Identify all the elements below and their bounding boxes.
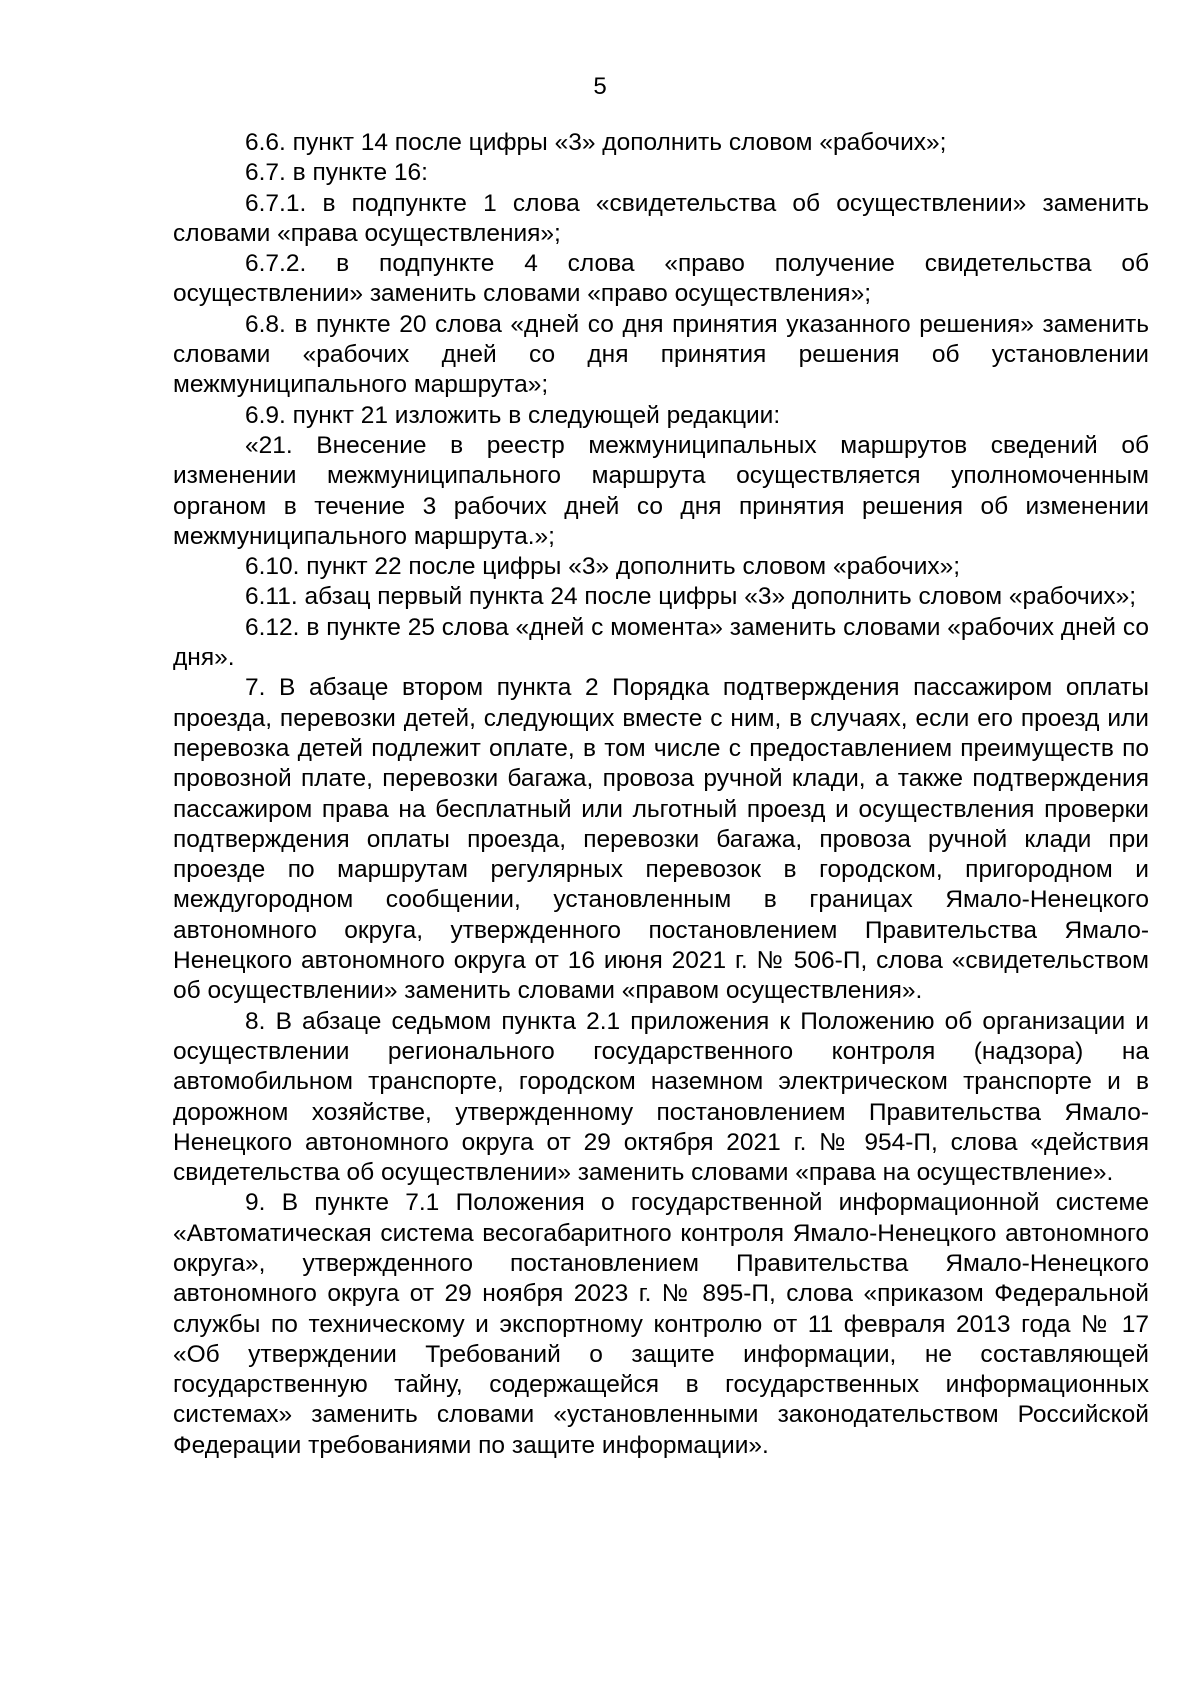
document-body — [173, 128, 1149, 1461]
paragraph-6-11: 6.11. абзац первый пункта 24 после цифры «3» дополнить словом «рабочих»; — [245, 583, 1137, 611]
paragraph-6-6: 6.6. пункт 14 после цифры «3» дополнить словом «рабочих»; — [245, 129, 947, 156]
paragraph-6-10: 6.10. пункт 22 после цифры «3» дополнить словом «рабочих»; — [245, 553, 961, 581]
paragraph-6-12: 6.12. в пункте 25 слова «дней с момента» заменить словами «рабочих дней со дня». — [173, 613, 1149, 672]
paragraph-6-9: 6.9. пункт 21 изложить в следующей редакции: — [245, 401, 781, 429]
paragraph-7: 7. В абзаце втором пункта 2 Порядка подтверждения пассажиром оплаты проезда, перевозки детей, следующих вместе с ним, в случаях, если его проезд или перевозка детей подлежит оплате, в том числе с предоставлением преимуществ по провозной плате, перевозки багажа, провоза ручной клади, а также подтверждения пассажиром права на бесплатный или льготный проезд и осуществления проверки подтверждения оплаты проезда, перевозки багажа, провоза ручной клади при проезде по маршрутам регулярных перевозок в городском, пригородном и междугородном сообщении, установленным в границах Ямало-Ненецкого автономного округа, утвержденного постановлением Правительства Ямало-Ненецкого автономного округа от 16 июня 2021 г. № 506-П, слова «свидетельством об осуществлении» заменить словами «правом осуществления». — [173, 674, 1149, 1005]
paragraph-6-7-1: 6.7.1. в подпункте 1 слова «свидетельства об осуществлении» заменить словами «права осуществления»; — [173, 189, 1149, 247]
paragraph-6-8: 6.8. в пункте 20 слова «дней со дня принятия указанного решения» заменить словами «рабочих дней со дня принятия решения об установлении межмуниципального маршрута»; — [173, 310, 1149, 399]
paragraph-9: 9. В пункте 7.1 Положения о государственной информационной системе «Автоматическая система весогабаритного контроля Ямало-Ненецкого автономного округа», утвержденного постановлением Правительства Ямало-Ненецкого автономного округа от 29 ноября 2023 г. № 895-П, слова «приказом Федеральной службы по техническому и экспортному контролю от 11 февраля 2013 года № 17 «Об утверждении Требований о защите информации, не составляющей государственную тайну, содержащейся в государственных информационных системах» заменить словами «установленными законодательством Российской Федерации требованиями по защите информации». — [173, 1189, 1149, 1459]
paragraph-quote-21: «21. Внесение в реестр межмуниципальных маршрутов сведений об изменении межмуниципального маршрута осуществляется уполномоченным органом в течение 3 рабочих дней со дня принятия решения об изменении межмуниципального маршрута.»; — [173, 431, 1149, 550]
paragraph-6-7-2: 6.7.2. в подпункте 4 слова «право получение свидетельства об осуществлении» заменить словами «право осуществления»; — [173, 250, 1149, 308]
paragraph-6-7: 6.7. в пункте 16: — [245, 159, 428, 187]
page-number: 5 — [593, 73, 607, 100]
paragraph-8: 8. В абзаце седьмом пункта 2.1 приложения к Положению об организации и осуществлении регионального государственного контроля (надзора) на автомобильном транспорте, городском наземном электрическом транспорте и в дорожном хозяйстве, утвержденному постановлением Правительства Ямало-Ненецкого автономного округа от 29 октября 2021 г. № 954-П, слова «действия свидетельства об осуществлении» заменить словами «права на осуществление». — [173, 1007, 1149, 1187]
